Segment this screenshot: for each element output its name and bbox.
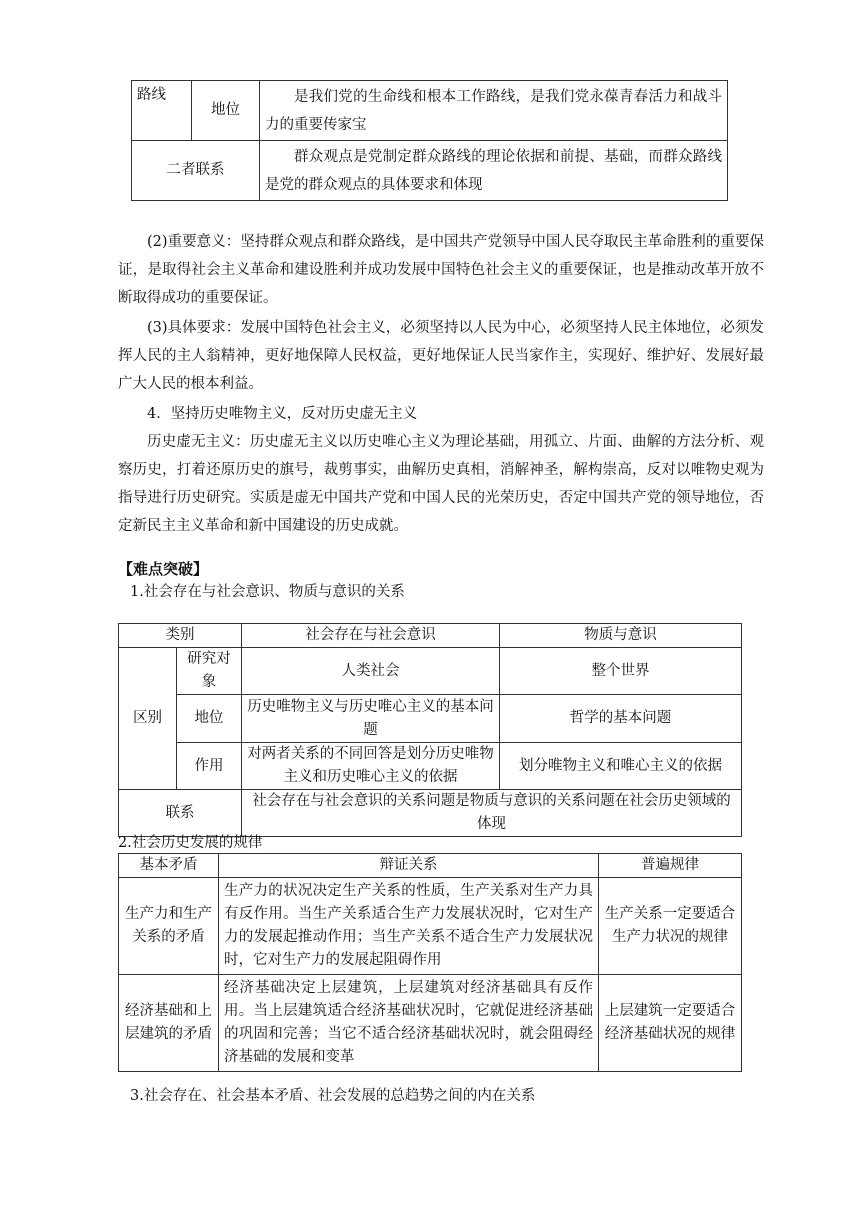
cell-status-text: 是我们党的生命线和根本工作路线，是我们党永葆青春活力和战斗力的重要传家宝: [260, 81, 728, 141]
mass-line-table: [131, 80, 728, 201]
cell-law: 上层建筑一定要适合经济基础状况的规律: [599, 975, 742, 1072]
header-contradiction: 基本矛盾: [119, 854, 219, 878]
subheading-2: 2.社会历史发展的规律: [118, 835, 263, 851]
cell-dialectic: 生产力的状况决定生产关系的性质，生产关系对生产力具有反作用。当生产关系适合生产力发展状况时，它对生产力的发展起推动作用；当生产关系不适合生产力发展状况时，它对生产力的发展起阻碍作用: [219, 878, 599, 975]
cell-link-text: 社会存在与社会意识的关系问题是物质与意识的关系问题在社会历史领域的体现: [242, 790, 742, 837]
cell-matter: 哲学的基本问题: [500, 695, 742, 743]
cell-law: 生产关系一定要适合生产力状况的规律: [599, 878, 742, 975]
header-social: 社会存在与社会意识: [242, 624, 500, 648]
cell-social: 对两者关系的不同回答是划分历史唯物主义和历史唯心主义的依据: [242, 743, 500, 790]
cell-dialectic: 经济基础决定上层建筑，上层建筑对经济基础具有反作用。当上层建筑适合经济基础状况时，它就促进经济基础的巩固和完善；当它不适合经济基础状况时，就会阻碍经济基础的发展和变革: [219, 975, 599, 1072]
subheading-1: 1.社会存在与社会意识、物质与意识的关系: [130, 584, 405, 600]
subheading-3: 3.社会存在、社会基本矛盾、社会发展的总趋势之间的内在关系: [130, 1088, 536, 1104]
cell-link-label: 联系: [119, 790, 242, 837]
paragraph-significance: (2)重要意义：坚持群众观点和群众路线，是中国共产党领导中国人民夺取民主革命胜利的重要保证，是取得社会主义革命和建设胜利并成功发展中国特色社会主义的重要保证，也是推动改革开放不断取得成功的重要保证。: [118, 234, 764, 306]
cell-status: 地位: [192, 81, 260, 141]
cell-matter: 整个世界: [500, 648, 742, 695]
paragraph-requirements: (3)具体要求：发展中国特色社会主义，必须坚持以人民为中心，必须坚持人民主体地位，必须发挥人民的主人翁精神，更好地保障人民权益，更好地保证人民当家作主，实现好、维护好、发展好最广大人民的根本利益。: [118, 320, 764, 392]
row-label: 作用: [177, 743, 242, 790]
cell-matter: 划分唯物主义和唯心主义的依据: [500, 743, 742, 790]
relation-table: [118, 623, 742, 837]
cell-difference: 区别: [119, 648, 177, 790]
header-dialectic: 辩证关系: [219, 854, 599, 878]
section-heading: 【难点突破】: [118, 560, 209, 578]
cell-route: 路线: [132, 81, 192, 141]
paragraph-heading-4: 4．坚持历史唯物主义，反对历史虚无主义: [147, 406, 418, 422]
law-table: [118, 853, 742, 1072]
cell-social: 人类社会: [242, 648, 500, 695]
header-law: 普遍规律: [599, 854, 742, 878]
cell-contradiction: 生产力和生产关系的矛盾: [119, 878, 219, 975]
cell-social: 历史唯物主义与历史唯心主义的基本问题: [242, 695, 500, 743]
cell-contradiction: 经济基础和上层建筑的矛盾: [119, 975, 219, 1072]
row-label: 研究对象: [177, 648, 242, 695]
header-matter: 物质与意识: [500, 624, 742, 648]
header-category: 类别: [119, 624, 242, 648]
paragraph-nihilism: 历史虚无主义：历史虚无主义以历史唯心主义为理论基础，用孤立、片面、曲解的方法分析、观察历史，打着还原历史的旗号，裁剪事实，曲解历史真相，消解神圣，解构崇高，反对以唯物史观为指导进行历史研究。实质是虚无中国共产党和中国人民的光荣历史，否定中国共产党的领导地位，否定新民主主义革命和新中国建设的历史成就。: [118, 434, 764, 534]
cell-relation: 二者联系: [132, 141, 260, 201]
cell-relation-text: 群众观点是党制定群众路线的理论依据和前提、基础，而群众路线是党的群众观点的具体要求和体现: [260, 141, 728, 201]
row-label: 地位: [177, 695, 242, 743]
